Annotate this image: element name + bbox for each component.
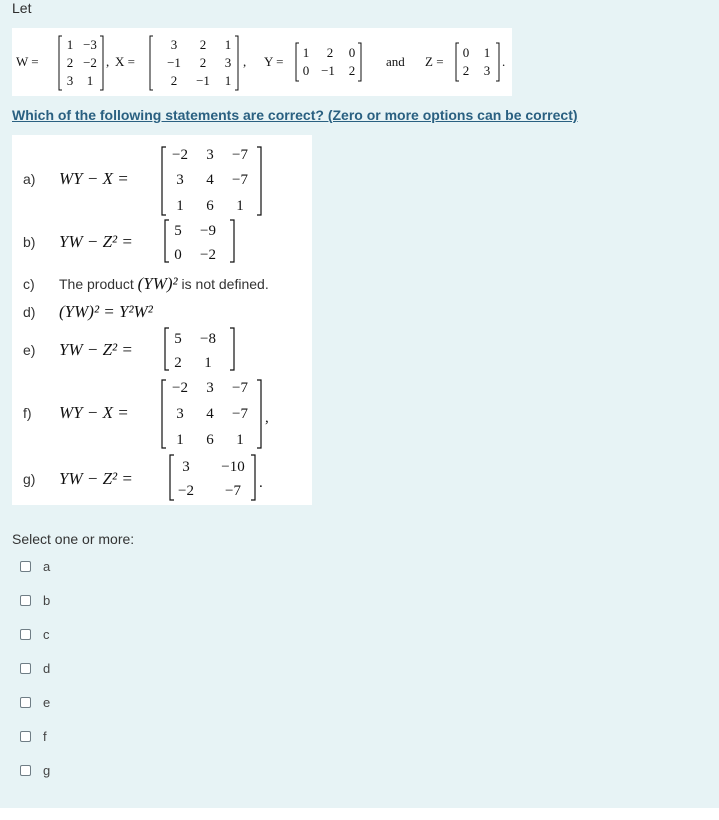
checkbox-b[interactable]	[20, 595, 31, 606]
x-cell: 3	[224, 55, 232, 70]
f-cell: 4	[206, 406, 214, 422]
matrix-definitions	[12, 28, 512, 96]
svg-text:,: ,	[265, 410, 269, 426]
statement-b-letter: b)	[23, 234, 36, 250]
choice-e[interactable]	[20, 692, 50, 712]
a-cell: 1	[176, 198, 184, 214]
choice-b-label: b	[43, 592, 51, 608]
statement-f-lhs: WY − X =	[59, 403, 129, 422]
choice-d[interactable]	[20, 658, 50, 678]
x-cell: 1	[224, 73, 232, 88]
statement-c-letter: c)	[23, 276, 35, 292]
x-cell: 3	[170, 37, 178, 52]
checkbox-f[interactable]	[20, 731, 31, 742]
a-cell: 3	[176, 172, 184, 188]
a-cell: 6	[206, 198, 214, 214]
choice-a[interactable]	[20, 556, 50, 576]
w-cell: 3	[66, 73, 74, 88]
x-cell: 2	[199, 55, 207, 70]
checkbox-g[interactable]	[20, 765, 31, 776]
g-cell: −2	[178, 483, 194, 499]
z-label: Z =	[425, 54, 444, 69]
w-cell: 1	[86, 73, 94, 88]
y-cell: 1	[302, 45, 310, 60]
f-cell: 6	[206, 432, 214, 448]
statement-e-lhs: YW − Z² =	[59, 340, 133, 359]
a-cell: 1	[236, 198, 244, 214]
statements-block	[12, 135, 312, 505]
e-cell: 1	[204, 355, 212, 371]
a-cell: 4	[206, 172, 214, 188]
e-cell: 5	[174, 331, 182, 347]
w-cell: −3	[83, 37, 97, 52]
f-cell: 3	[206, 380, 214, 396]
choice-f-label: f	[43, 728, 47, 744]
x-cell: 1	[224, 37, 232, 52]
a-cell: −7	[232, 147, 248, 163]
and-text: and	[386, 54, 405, 69]
checkbox-d[interactable]	[20, 663, 31, 674]
statement-d-letter: d)	[23, 304, 36, 320]
statement-d-math: (YW)² = Y²W²	[59, 302, 153, 321]
z-cell: 2	[462, 63, 470, 78]
statement-c-text	[59, 274, 269, 293]
checkbox-a[interactable]	[20, 561, 31, 572]
statement-a-lhs: WY − X =	[59, 169, 129, 188]
w-cell: 2	[66, 55, 74, 70]
statement-c-post: is not defined.	[177, 276, 269, 292]
svg-text:,: ,	[106, 54, 110, 69]
svg-text:,: ,	[243, 54, 247, 69]
statement-b-lhs: YW − Z² =	[59, 232, 133, 251]
statement-c-math: (YW)²	[137, 274, 178, 293]
f-cell: 1	[176, 432, 184, 448]
g-cell: 3	[182, 459, 190, 475]
y-cell: 0	[348, 45, 356, 60]
statement-a-letter: a)	[23, 171, 36, 187]
g-cell: −7	[225, 483, 241, 499]
b-cell: −2	[200, 247, 216, 263]
svg-text:.: .	[259, 475, 263, 491]
w-label: W =	[16, 54, 39, 69]
statements-svg	[12, 135, 312, 505]
choice-f[interactable]	[20, 726, 47, 746]
f-cell: −2	[172, 380, 188, 396]
g-cell: −10	[221, 459, 245, 475]
a-cell: 3	[206, 147, 214, 163]
w-cell: −2	[83, 55, 97, 70]
e-cell: −8	[200, 331, 216, 347]
choice-b[interactable]	[20, 590, 50, 610]
b-cell: −9	[200, 223, 216, 239]
svg-text:.: .	[502, 54, 506, 69]
checkbox-c[interactable]	[20, 629, 31, 640]
choice-g[interactable]	[20, 760, 50, 780]
choice-c-label: c	[43, 626, 50, 642]
y-cell: −1	[321, 63, 335, 78]
question-text: Which of the following statements are correct? (Zero or more options can be correct)	[12, 107, 578, 123]
x-cell: −1	[167, 55, 181, 70]
x-cell: −1	[196, 73, 210, 88]
f-cell: −7	[232, 380, 248, 396]
choice-e-label: e	[43, 694, 51, 710]
y-cell: 2	[348, 63, 356, 78]
statement-g-letter: g)	[23, 471, 36, 487]
checkbox-e[interactable]	[20, 697, 31, 708]
b-cell: 0	[174, 247, 182, 263]
x-label: X =	[115, 54, 135, 69]
e-cell: 2	[174, 355, 182, 371]
z-cell: 3	[483, 63, 491, 78]
statement-f-letter: f)	[23, 405, 32, 421]
choice-a-label: a	[43, 558, 51, 574]
z-cell: 0	[462, 45, 470, 60]
choice-g-label: g	[43, 762, 51, 778]
y-cell: 2	[326, 45, 334, 60]
statement-g-lhs: YW − Z² =	[59, 469, 133, 488]
definitions-svg	[12, 28, 512, 96]
select-prompt: Select one or more:	[12, 531, 135, 547]
choice-d-label: d	[43, 660, 51, 676]
a-cell: −2	[172, 147, 188, 163]
x-cell: 2	[199, 37, 207, 52]
statement-e-letter: e)	[23, 342, 36, 358]
x-cell: 2	[170, 73, 178, 88]
f-cell: 1	[236, 432, 244, 448]
y-cell: 0	[302, 63, 310, 78]
f-cell: −7	[232, 406, 248, 422]
let-text: Let	[12, 0, 32, 16]
a-cell: −7	[232, 172, 248, 188]
z-cell: 1	[483, 45, 491, 60]
choice-c[interactable]	[20, 624, 50, 644]
y-label: Y =	[264, 54, 284, 69]
w-cell: 1	[66, 37, 74, 52]
f-cell: 3	[176, 406, 184, 422]
statement-c-pre: The product	[59, 276, 138, 292]
b-cell: 5	[174, 223, 182, 239]
